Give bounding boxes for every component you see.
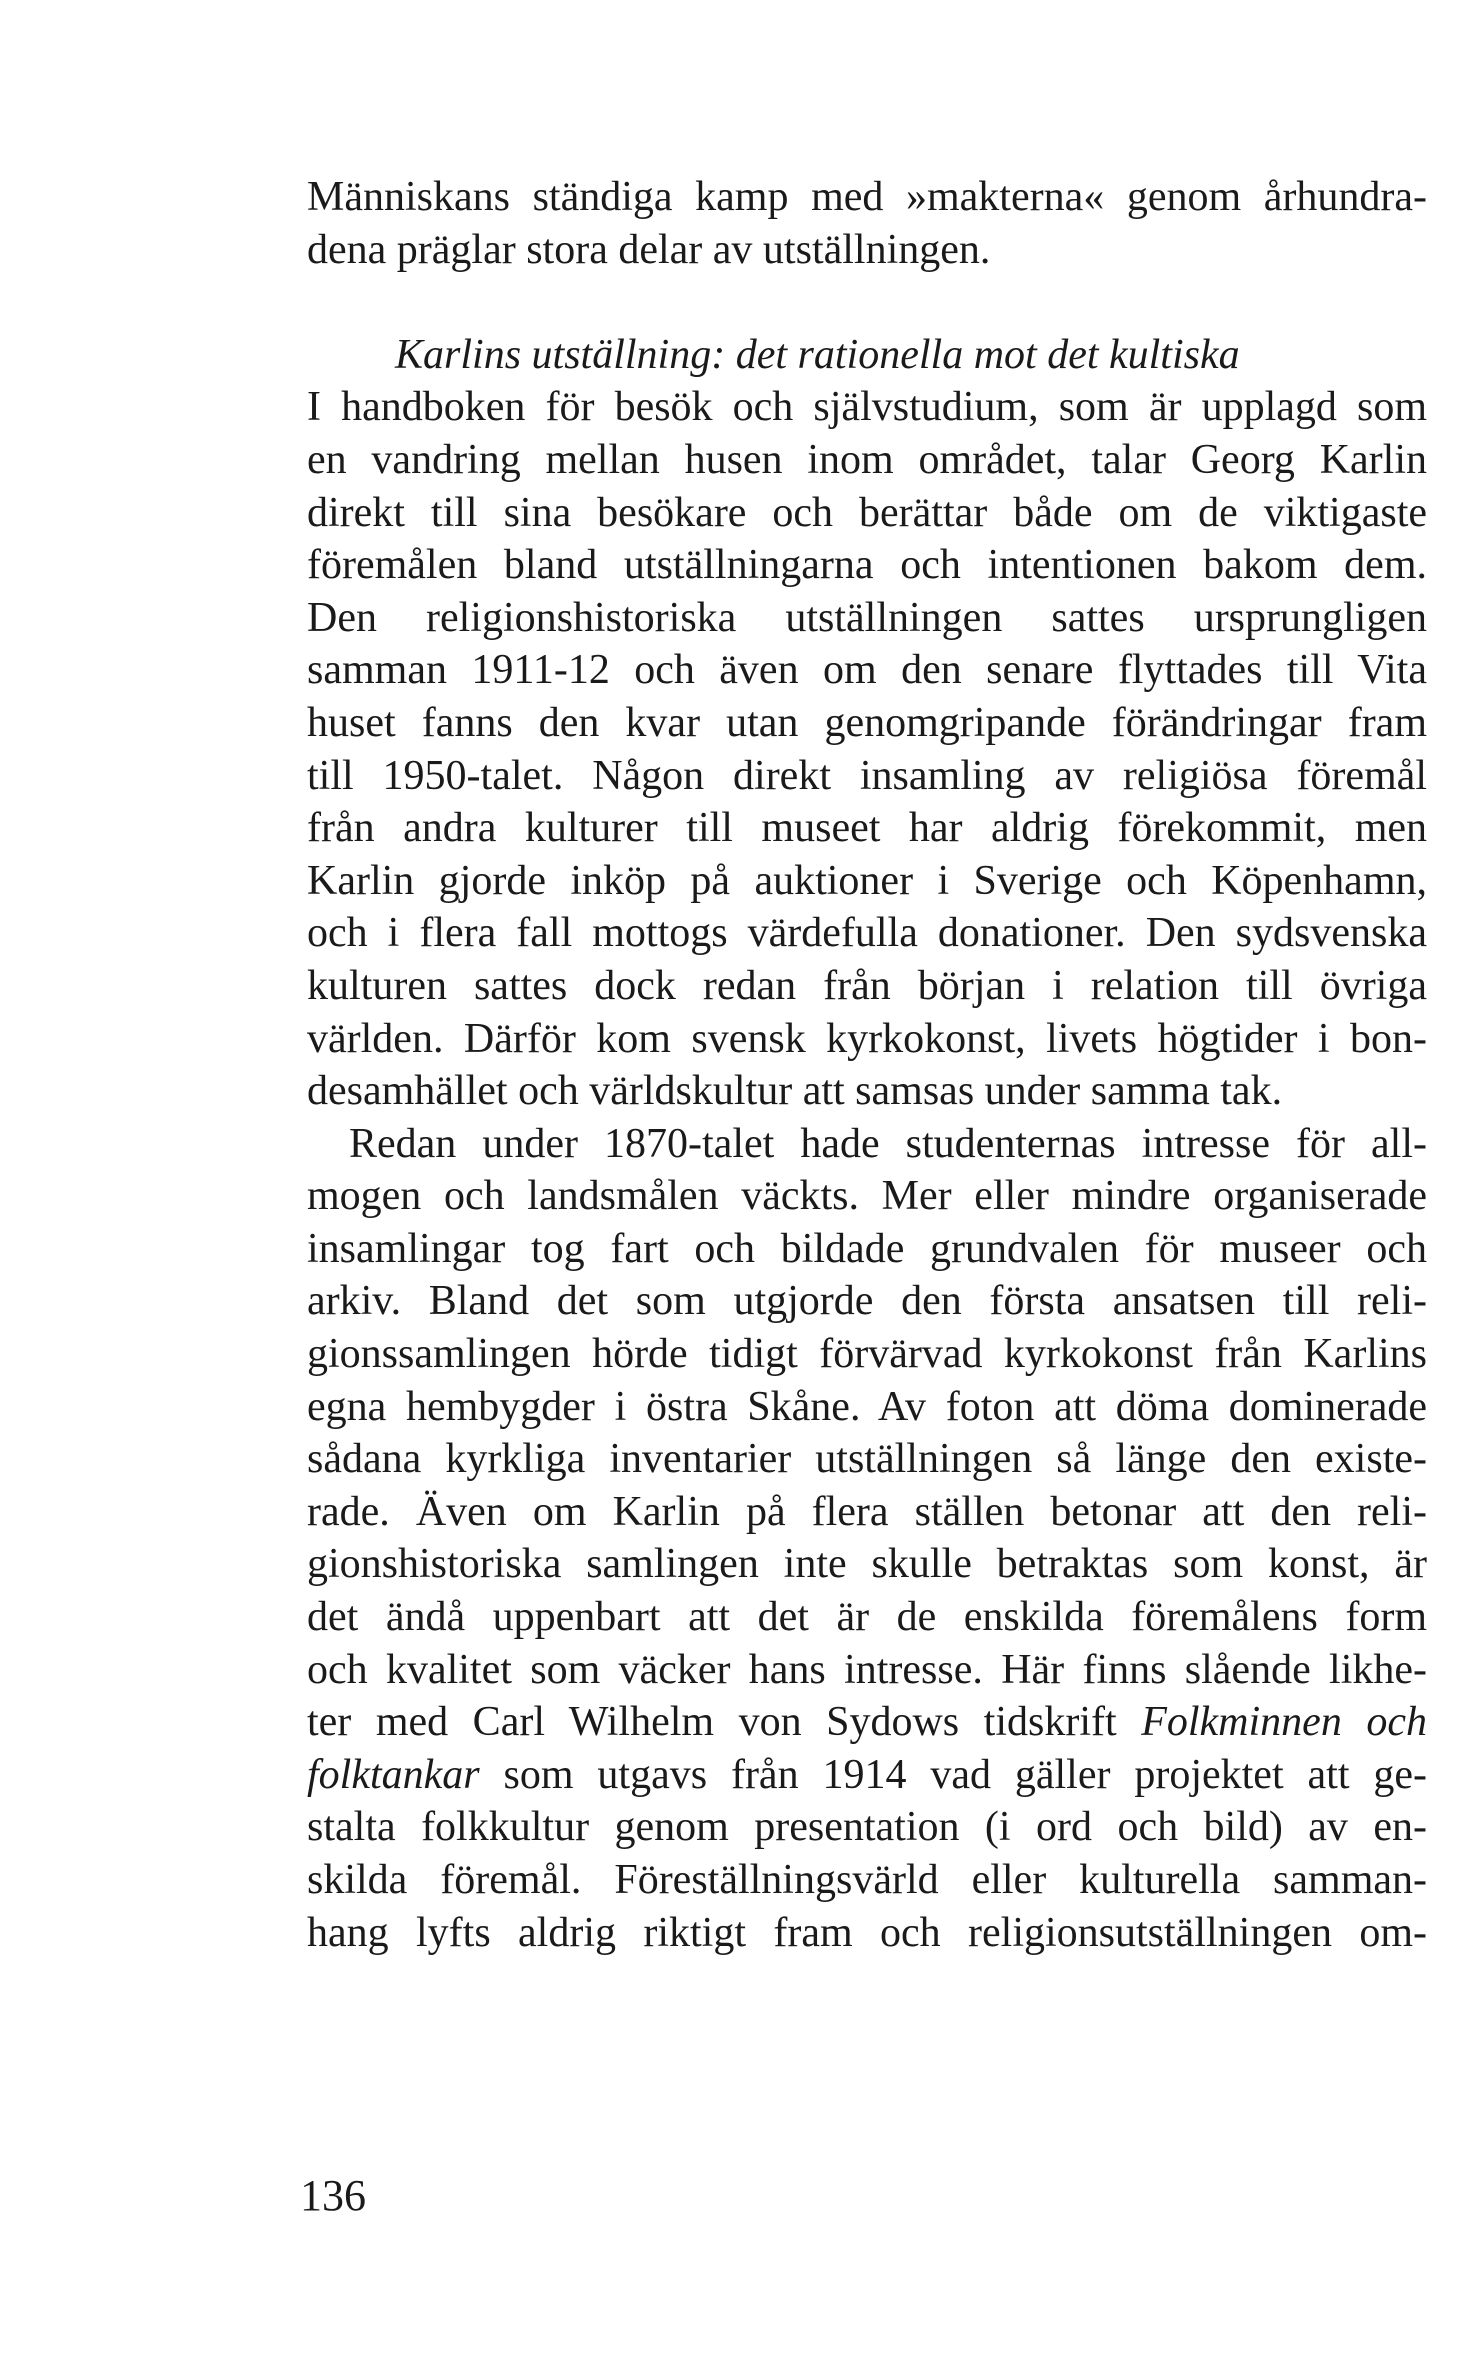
text-line: en vandring mellan husen inom området, talar Georg Karlin [307, 436, 1427, 483]
journal-title-part: Folkminnen och [1141, 1699, 1428, 1746]
text-line: Människans ständiga kamp med »makterna« genom århundra- [307, 174, 1427, 220]
text-line: insamlingar tog fart och bildade grundvalen för museer och [307, 1225, 1427, 1272]
text-line: sådana kyrkliga inventarier utställningen så länge den existe- [307, 1436, 1427, 1483]
text-line: det ändå uppenbart att det är de enskilda föremålens form [307, 1594, 1427, 1641]
section-gap [307, 276, 1427, 329]
text-line: Redan under 1870-talet hade studenternas intresse för all- [349, 1120, 1427, 1167]
text-line: Karlin gjorde inköp på auktioner i Sverige och Köpenhamn, [307, 857, 1427, 904]
text-line: arkiv. Bland det som utgjorde den första ansatsen till reli- [307, 1278, 1427, 1325]
text-line: huset fanns den kvar utan genomgripande förändringar fram [307, 699, 1427, 746]
text-line: rade. Även om Karlin på flera ställen betonar att den reli- [307, 1488, 1427, 1535]
text-line: gionssamlingen hörde tidigt förvärvad kyrkokonst från Karlins [307, 1331, 1427, 1378]
text-line: gionshistoriska samlingen inte skulle betraktas som konst, är [307, 1541, 1427, 1588]
text-line: och i flera fall mottogs värdefulla donationer. Den sydsvenska [307, 910, 1427, 957]
page-number: 136 [300, 2171, 366, 2220]
body-text [307, 171, 1427, 1959]
text-line [307, 1749, 1427, 1802]
text-line: dena präglar stora delar av utställningen. [307, 226, 991, 273]
text-line: I handboken för besök och självstudium, som är upplagd som [307, 384, 1427, 431]
text-line: Den religionshistoriska utställningen sattes ursprungligen [307, 594, 1427, 641]
text-line: direkt till sina besökare och berättar både om de viktigaste [307, 489, 1427, 536]
text-line: och kvalitet som väcker hans intresse. Här finns slående likhe- [307, 1646, 1427, 1693]
text-line: mogen och landsmålen väckts. Mer eller mindre organiserade [307, 1173, 1427, 1220]
text-line: egna hembygder i östra Skåne. Av foton att döma dominerade [307, 1383, 1427, 1430]
text-line: till 1950-talet. Någon direkt insamling av religiösa föremål [307, 752, 1427, 799]
text-line: samman 1911-12 och även om den senare flyttades till Vita [307, 647, 1427, 694]
text-line: världen. Därför kom svensk kyrkokonst, livets högtider i bon- [307, 1015, 1427, 1062]
text-run: ter med Carl Wilhelm von Sydows tidskrift [307, 1699, 1142, 1746]
section-heading: Karlins utställning: det rationella mot det kultiska [395, 331, 1240, 378]
text-run: som utgavs från 1914 vad gäller projektet att ge- [479, 1751, 1427, 1798]
journal-title-part: folktankar [307, 1751, 480, 1798]
text-line: kulturen sattes dock redan från början i relation till övriga [307, 962, 1427, 1009]
text-line: från andra kulturer till museet har aldrig förekommit, men [307, 805, 1427, 852]
text-line: skilda föremål. Föreställningsvärld eller kulturella samman- [307, 1857, 1427, 1903]
text-line: föremålen bland utställningarna och intentionen bakom dem. [307, 542, 1427, 589]
text-line: desamhället och världskultur att samsas under samma tak. [307, 1068, 1283, 1115]
text-line: stalta folkkultur genom presentation (i ord och bild) av en- [307, 1804, 1427, 1851]
text-line: hang lyfts aldrig riktigt fram och religionsutställningen om- [307, 1909, 1427, 1956]
text-line [307, 1696, 1427, 1749]
